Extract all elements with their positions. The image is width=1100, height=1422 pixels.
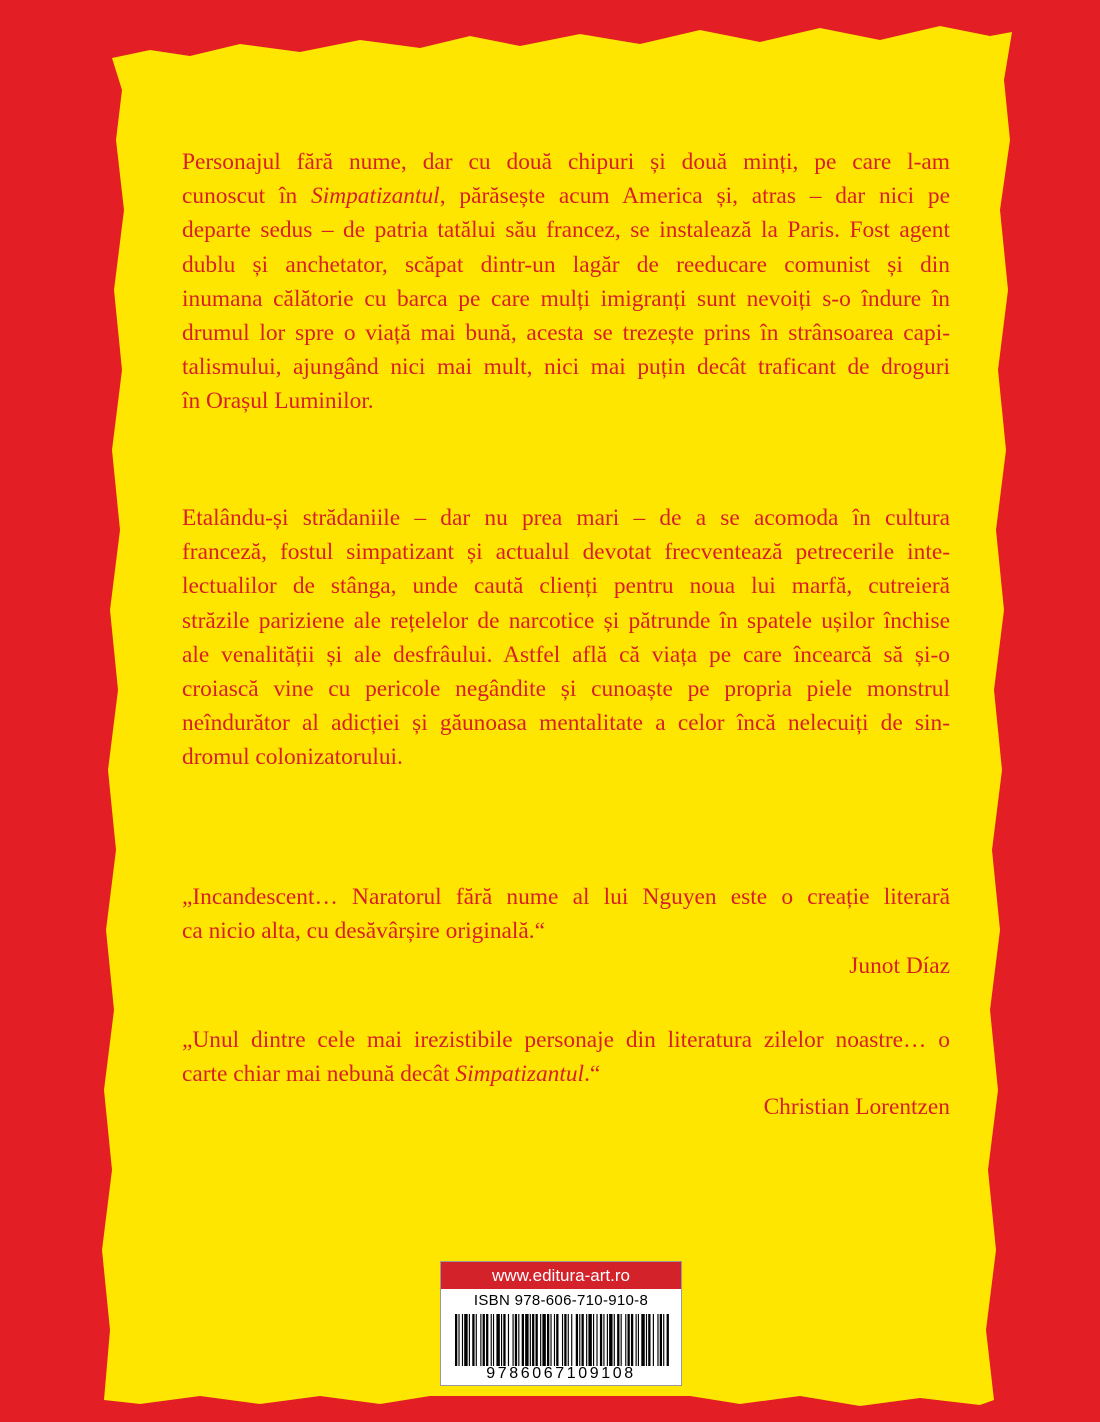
barcode-bar bbox=[462, 1314, 463, 1366]
barcode-box bbox=[440, 1261, 682, 1386]
barcode-bar bbox=[568, 1314, 569, 1366]
paragraph-1-line: cunoscut în Simpatizantul, părăsește acum America și, atras – dar nici pe bbox=[182, 183, 950, 210]
barcode-bar bbox=[564, 1314, 566, 1366]
barcode-bar bbox=[536, 1314, 538, 1366]
barcode-bar bbox=[550, 1314, 551, 1366]
barcode-bar bbox=[503, 1314, 505, 1366]
description-paragraph-1 bbox=[182, 145, 950, 419]
barcode-bar bbox=[586, 1314, 587, 1366]
barcode-bar bbox=[540, 1314, 541, 1366]
barcode-bar bbox=[491, 1314, 492, 1366]
barcode-bar bbox=[628, 1314, 630, 1366]
barcode-bar bbox=[667, 1314, 669, 1366]
paragraph-2-line: lectualilor de stânga, unde caută clienți pentru noua lui marfă, cutreieră bbox=[182, 573, 950, 600]
paragraph-2-line: neîndurător al adicției și găunoasa mentalitate a celor încă nelecuiți de sin- bbox=[182, 710, 950, 737]
barcode-bar bbox=[530, 1314, 531, 1366]
barcode-bar bbox=[501, 1314, 502, 1366]
paragraph-2-line: Etalându-și strădaniile – dar nu prea mari – de a se acomoda în cultura bbox=[182, 505, 950, 531]
paragraph-1-line: drumul lor spre o viață mai bună, acesta se trezește prins în strânsoarea capi- bbox=[182, 320, 950, 347]
barcode-bar bbox=[593, 1314, 594, 1366]
barcode-bar bbox=[660, 1314, 662, 1366]
barcode-bar bbox=[600, 1314, 602, 1366]
paragraph-2-line: croiască vine cu pericole negândite și cunoaște pe propria piele monstrul bbox=[182, 676, 950, 703]
barcode-bar bbox=[562, 1314, 563, 1366]
isbn-number: ISBN 978-606-710-910-8 bbox=[473, 1292, 649, 1309]
barcode-bar bbox=[476, 1314, 477, 1366]
quote-1-line: „Incandescent… Naratorul fără nume al lui Nguyen este o creație literară bbox=[182, 884, 950, 910]
paragraph-1-line: departe sedus – de patria tatălui său francez, se instalează la Paris. Fost agent bbox=[182, 217, 950, 244]
barcode-bar bbox=[588, 1314, 591, 1366]
barcode-bar bbox=[603, 1314, 604, 1366]
paragraph-1-line: talismului, ajungând nici mai mult, nici mai puțin decât traficant de droguri bbox=[182, 354, 950, 381]
barcode-bar bbox=[638, 1314, 639, 1366]
barcode-bar bbox=[579, 1314, 580, 1366]
barcode-bar bbox=[464, 1314, 467, 1366]
description-paragraph-2 bbox=[182, 501, 950, 775]
barcode-bar bbox=[480, 1314, 481, 1366]
barcode-bar bbox=[525, 1314, 528, 1366]
barcode-bar bbox=[556, 1314, 558, 1366]
barcode-bar bbox=[483, 1314, 485, 1366]
barcode-bar bbox=[513, 1314, 514, 1366]
paragraph-2-line: dromul colonizatorului. bbox=[182, 744, 403, 771]
barcode-bar bbox=[493, 1314, 494, 1366]
barcode-bar bbox=[625, 1314, 626, 1366]
barcode-bar bbox=[496, 1314, 499, 1366]
barcode-bar bbox=[518, 1314, 519, 1366]
barcode-bar bbox=[554, 1314, 555, 1366]
barcode-bar bbox=[542, 1314, 545, 1366]
quote-1-line: ca nicio alta, cu desăvârșire originală.“ bbox=[182, 918, 546, 945]
barcode-bar bbox=[636, 1314, 637, 1366]
barcode-bar bbox=[621, 1314, 622, 1366]
barcode-bar bbox=[607, 1314, 608, 1366]
barcode-bar bbox=[614, 1314, 615, 1366]
barcode-bar bbox=[455, 1314, 457, 1366]
barcode-bar bbox=[631, 1314, 633, 1366]
barcode-digits: 9786067109108 bbox=[486, 1365, 636, 1382]
barcode-bar bbox=[571, 1314, 572, 1366]
barcode-bar bbox=[547, 1314, 549, 1366]
barcode-bar bbox=[532, 1314, 534, 1366]
barcode-bar bbox=[648, 1314, 650, 1366]
quote-2-line: „Unul dintre cele mai irezistibile personaje din literatura zilelor noastre… o bbox=[182, 1027, 950, 1053]
paragraph-2-line: străzile pariziene ale rețelelor de narcotice și pătrunde în spatele ușilor închise bbox=[182, 607, 950, 634]
barcode-bar bbox=[522, 1314, 524, 1366]
barcode-bar bbox=[653, 1314, 654, 1366]
quote-junot-diaz bbox=[182, 880, 950, 948]
barcode-bar bbox=[617, 1314, 619, 1366]
barcode-bar bbox=[609, 1314, 612, 1366]
barcode-bar bbox=[657, 1314, 658, 1366]
paragraph-1-line: dublu și anchetator, scăpat dintr-un lagăr de reeducare comunist și din bbox=[182, 251, 950, 278]
paragraph-1-line: în Orașul Luminilor. bbox=[182, 388, 374, 415]
barcode-bar bbox=[515, 1314, 517, 1366]
barcode-bar bbox=[458, 1314, 459, 1366]
barcode-bar bbox=[646, 1314, 647, 1366]
paragraph-1-line: inumana călătorie cu barca pe care mulți imigranți sunt nevoiți s-o îndure în bbox=[182, 285, 950, 312]
barcode-bars bbox=[455, 1314, 669, 1366]
quote-2-line: carte chiar mai nebună decât Simpatizantul.“ bbox=[182, 1061, 601, 1088]
barcode-bar bbox=[472, 1314, 474, 1366]
barcode-bar bbox=[596, 1314, 597, 1366]
barcode-bar bbox=[508, 1314, 509, 1366]
barcode-bar bbox=[469, 1314, 470, 1366]
barcode-bar bbox=[576, 1314, 578, 1366]
barcode-bar bbox=[641, 1314, 644, 1366]
quote-author-2: Christian Lorentzen bbox=[763, 1094, 950, 1120]
barcode-bar bbox=[486, 1314, 488, 1366]
barcode-bar bbox=[663, 1314, 664, 1366]
publisher-website: www.editura-art.ro bbox=[441, 1262, 681, 1289]
paragraph-1-line: Personajul fără nume, dar cu două chipuri și două minți, pe care l-am bbox=[182, 149, 950, 175]
quote-christian-lorentzen bbox=[182, 1023, 950, 1091]
paragraph-2-line: ale venalității și ale desfrâului. Astfel află că viața pe care încearcă să și-o bbox=[182, 641, 950, 668]
quote-author-1: Junot Díaz bbox=[849, 953, 950, 979]
barcode-bar bbox=[582, 1314, 584, 1366]
paragraph-2-line: franceză, fostul simpatizant și actualul devotat frecventează petrecerile inte- bbox=[182, 539, 950, 566]
